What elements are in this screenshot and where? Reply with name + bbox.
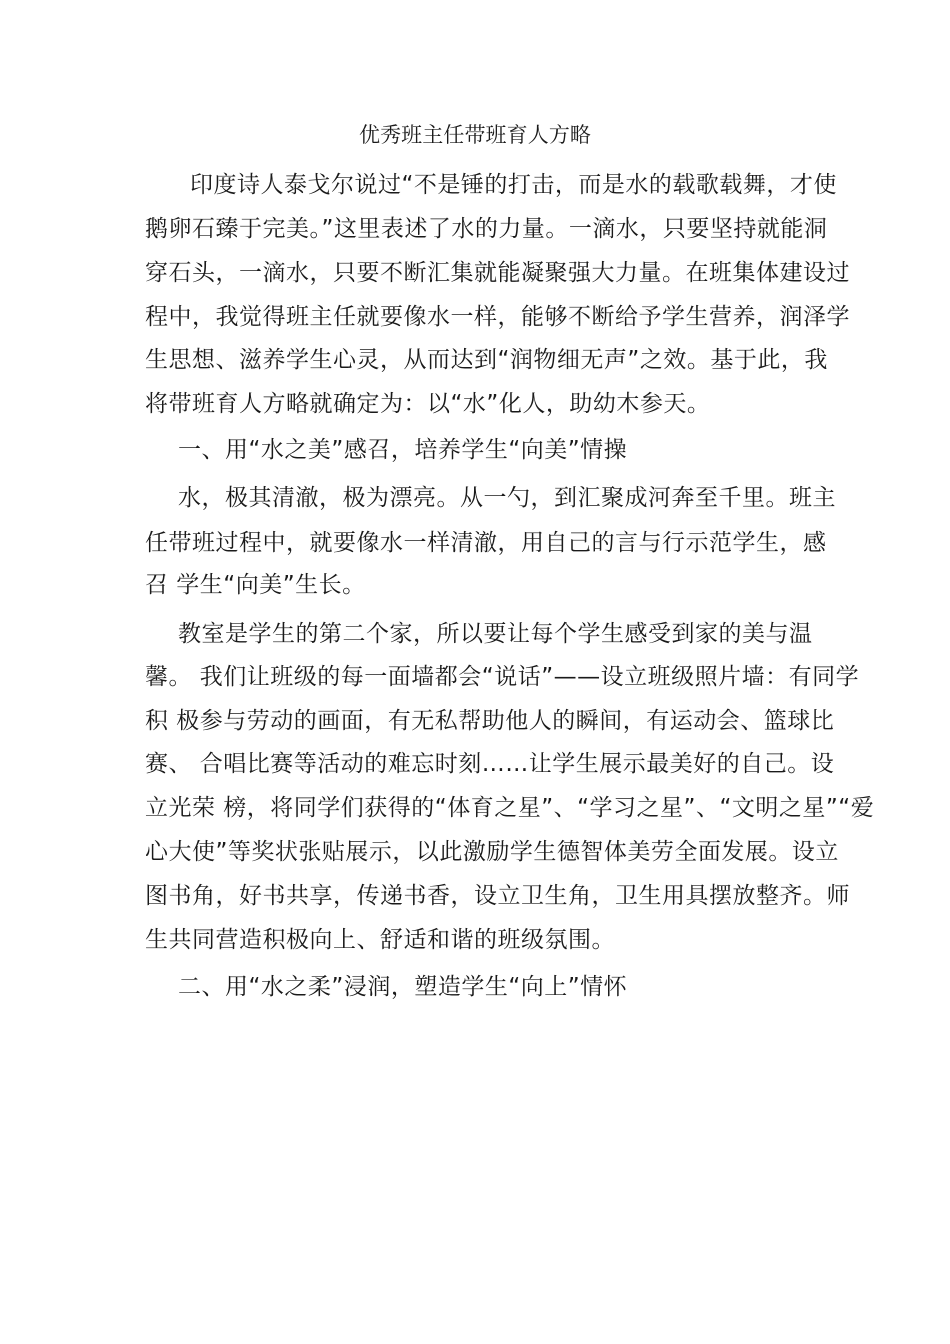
section1-para2-line: 馨。 我们让班级的每一面墙都会“说话”——设立班级照片墙：有同学 [145, 664, 860, 690]
section1-para2-line: 生共同营造积极向上、舒适和谐的班级氛围。 [145, 927, 615, 953]
intro-line: 程中，我觉得班主任就要像水一样，能够不断给予学生营养，润泽学 [145, 304, 850, 330]
section-heading: 一、用“水之美”感召，培养学生“向美”情操 [178, 437, 628, 463]
section1-para2-line: 心大使”等奖状张贴展示，以此激励学生德智体美劳全面发展。设立 [145, 839, 839, 865]
section1-para1-line: 水，极其清澈，极为漂亮。从一勺，到汇聚成河奔至千里。班主 [178, 485, 836, 511]
document-title: 优秀班主任带班育人方略 [359, 123, 591, 147]
section1-para2-line: 教室是学生的第二个家，所以要让每个学生感受到家的美与温 [178, 621, 813, 647]
section1-para2-line: 立光荣 榜，将同学们获得的“体育之星”、“学习之星”、“文明之星”“爱 [145, 795, 875, 821]
section-heading: 二、用“水之柔”浸润，塑造学生“向上”情怀 [178, 974, 628, 1000]
intro-line: 鹅卵石臻于完美。”这里表述了水的力量。一滴水，只要坚持就能洞 [145, 216, 828, 242]
intro-line: 生思想、滋养学生心灵，从而达到“润物细无声”之效。基于此，我 [145, 347, 828, 373]
intro-line: 将带班育人方略就确定为：以“水”化人，助幼木参天。 [145, 391, 711, 417]
section1-para2-line: 积 极参与劳动的画面，有无私帮助他人的瞬间，有运动会、篮球比 [145, 708, 835, 734]
intro-line: 穿石头，一滴水，只要不断汇集就能凝聚强大力量。在班集体建设过 [145, 260, 850, 286]
section1-para2-line: 赛、 合唱比赛等活动的难忘时刻……让学生展示最美好的自己。设 [145, 751, 835, 777]
section1-para1-line: 召 学生“向美”生长。 [145, 572, 366, 598]
section1-para1-line: 任带班过程中，就要像水一样清澈，用自己的言与行示范学生，感 [145, 530, 827, 556]
section1-para2-line: 图书角，好书共享，传递书香，设立卫生角，卫生用具摆放整齐。师 [145, 883, 850, 909]
intro-line: 印度诗人泰戈尔说过“不是锤的打击，而是水的载歌载舞，才使 [190, 172, 837, 198]
